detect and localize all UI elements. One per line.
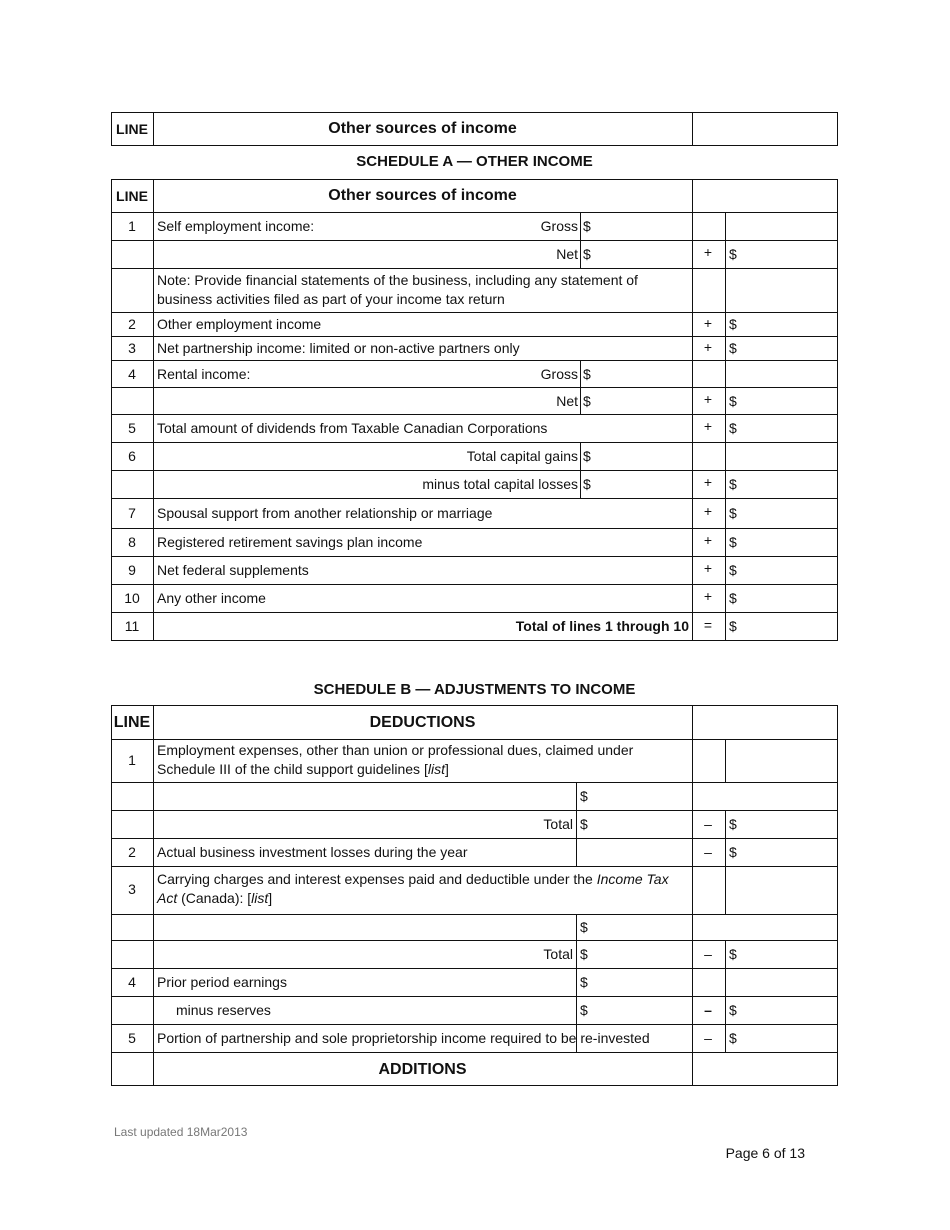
- dollar-sign[interactable]: $: [580, 974, 588, 990]
- divider: [111, 268, 838, 269]
- dollar-sign[interactable]: $: [729, 1002, 737, 1018]
- divider: [111, 1052, 838, 1053]
- minus-sign: –: [704, 946, 712, 962]
- dollar-sign[interactable]: $: [729, 420, 737, 436]
- divider: [111, 940, 838, 941]
- row-label: Any other income: [157, 590, 266, 606]
- divider: [111, 414, 838, 415]
- top-table-title: Other sources of income: [328, 120, 517, 137]
- divider: [111, 838, 838, 839]
- line-number: 3: [128, 881, 136, 897]
- line-number: 4: [128, 974, 136, 990]
- line-number: 7: [128, 505, 136, 521]
- line-number: 6: [128, 448, 136, 464]
- dollar-sign[interactable]: $: [580, 946, 588, 962]
- dollar-sign[interactable]: $: [729, 618, 737, 634]
- dollar-sign[interactable]: $: [583, 476, 591, 492]
- dollar-sign[interactable]: $: [580, 788, 588, 804]
- row-label: Spousal support from another relationship or marriage: [157, 505, 493, 521]
- net-label: Net: [556, 393, 578, 409]
- dollar-sign[interactable]: $: [583, 448, 591, 464]
- divider: [111, 914, 838, 915]
- divider: [111, 739, 838, 740]
- dollar-sign[interactable]: $: [580, 1002, 588, 1018]
- divider: [725, 866, 726, 914]
- divider: [692, 112, 693, 146]
- minus-sign: –: [704, 816, 712, 832]
- divider: [111, 612, 838, 613]
- line-number: 8: [128, 534, 136, 550]
- schedule-b-title: SCHEDULE B — ADJUSTMENTS TO INCOME: [313, 681, 636, 698]
- total-label: Total: [543, 816, 573, 832]
- total-label: Total: [543, 946, 573, 962]
- dollar-sign[interactable]: $: [729, 316, 737, 332]
- divider: [111, 312, 838, 313]
- line-column-header: LINE: [116, 121, 148, 137]
- divider: [111, 968, 838, 969]
- note-text: Note: Provide financial statements of the business, including any statement of: [157, 272, 638, 288]
- line-number: 11: [124, 618, 140, 634]
- divider: [111, 1024, 838, 1025]
- line-number: 10: [124, 590, 140, 606]
- dollar-sign[interactable]: $: [729, 476, 737, 492]
- divider: [111, 528, 838, 529]
- plus-sign: +: [703, 474, 713, 490]
- row-label: Actual business investment losses during the year: [157, 844, 468, 860]
- row-label-continued: Act (Canada): [list]: [157, 890, 273, 906]
- row-label-continued: Schedule III of the child support guidelines [list]: [157, 761, 449, 777]
- capital-gains-label: Total capital gains: [466, 448, 578, 464]
- last-updated-note: Last updated 18Mar2013: [114, 1125, 248, 1139]
- gross-label: Gross: [540, 218, 578, 234]
- deductions-header: DEDUCTIONS: [369, 714, 476, 731]
- divider: [111, 584, 838, 585]
- divider: [111, 387, 838, 388]
- divider: [153, 179, 154, 641]
- divider: [111, 442, 838, 443]
- plus-sign: +: [703, 532, 713, 548]
- divider: [725, 739, 726, 782]
- net-label: Net: [556, 246, 578, 262]
- minus-sign: –: [704, 1030, 712, 1046]
- page-number: Page 6 of 13: [725, 1145, 805, 1161]
- plus-sign: +: [703, 244, 713, 260]
- line-number: 2: [128, 316, 136, 332]
- dollar-sign[interactable]: $: [729, 534, 737, 550]
- line-number: 3: [128, 340, 136, 356]
- divider: [725, 212, 726, 641]
- line-number: 1: [128, 218, 136, 234]
- line-number: 5: [128, 1030, 136, 1046]
- plus-sign: +: [703, 418, 713, 434]
- row-label: Portion of partnership and sole proprietorship income required to be re-invested: [157, 1030, 650, 1046]
- dollar-sign[interactable]: $: [583, 218, 591, 234]
- capital-losses-label: minus total capital losses: [422, 476, 578, 492]
- divider: [111, 810, 838, 811]
- line-number: 4: [128, 366, 136, 382]
- dollar-sign[interactable]: $: [729, 1030, 737, 1046]
- dollar-sign[interactable]: $: [729, 393, 737, 409]
- row-label: Total amount of dividends from Taxable Canadian Corporations: [157, 420, 548, 436]
- plus-sign: +: [703, 588, 713, 604]
- line-column-header: LINE: [116, 188, 148, 204]
- schedule-a-column-title: Other sources of income: [328, 187, 517, 204]
- plus-sign: +: [703, 391, 713, 407]
- dollar-sign[interactable]: $: [729, 946, 737, 962]
- divider: [111, 212, 838, 213]
- dollar-sign[interactable]: $: [729, 590, 737, 606]
- line-number: 9: [128, 562, 136, 578]
- row-label: Self employment income:: [157, 218, 315, 234]
- row-label: Net partnership income: limited or non-active partners only: [157, 340, 520, 356]
- minus-reserves-label: minus reserves: [176, 1002, 271, 1018]
- divider: [153, 705, 154, 1086]
- dollar-sign[interactable]: $: [583, 246, 591, 262]
- row-label: Employment expenses, other than union or professional dues, claimed under: [157, 742, 634, 758]
- note-text: business activities filed as part of your income tax return: [157, 291, 505, 307]
- plus-sign: +: [703, 339, 713, 355]
- line-number: 5: [128, 420, 136, 436]
- row-label: Registered retirement savings plan income: [157, 534, 423, 550]
- plus-sign: +: [703, 560, 713, 576]
- dollar-sign[interactable]: $: [580, 816, 588, 832]
- divider: [576, 782, 577, 866]
- plus-sign: +: [703, 315, 713, 331]
- dollar-sign[interactable]: $: [729, 340, 737, 356]
- divider: [111, 240, 838, 241]
- divider: [111, 336, 838, 337]
- divider: [111, 498, 838, 499]
- dollar-sign[interactable]: $: [583, 393, 591, 409]
- row-label: Net federal supplements: [157, 562, 309, 578]
- dollar-sign[interactable]: $: [729, 562, 737, 578]
- additions-header: ADDITIONS: [378, 1061, 467, 1078]
- dollar-sign[interactable]: $: [729, 246, 737, 262]
- divider: [111, 360, 838, 361]
- dollar-sign[interactable]: $: [583, 366, 591, 382]
- divider: [111, 996, 838, 997]
- divider: [111, 556, 838, 557]
- dollar-sign[interactable]: $: [580, 919, 588, 935]
- minus-sign: –: [704, 844, 712, 860]
- minus-sign: –: [704, 1002, 712, 1018]
- line-number: 2: [128, 844, 136, 860]
- line-number: 1: [128, 752, 136, 768]
- divider: [111, 866, 838, 867]
- divider: [111, 782, 838, 783]
- dollar-sign[interactable]: $: [729, 844, 737, 860]
- dollar-sign[interactable]: $: [729, 816, 737, 832]
- gross-label: Gross: [540, 366, 578, 382]
- schedule-a-title: SCHEDULE A — OTHER INCOME: [356, 153, 593, 170]
- row-label: Carrying charges and interest expenses paid and deductible under the Income Tax: [157, 871, 669, 887]
- line-column-header: LINE: [113, 714, 151, 731]
- row-label: Rental income:: [157, 366, 251, 382]
- total-label: Total of lines 1 through 10: [515, 618, 689, 634]
- row-label: Other employment income: [157, 316, 322, 332]
- equals-sign: =: [703, 617, 713, 633]
- divider: [111, 470, 838, 471]
- row-label: Prior period earnings: [157, 974, 287, 990]
- plus-sign: +: [703, 503, 713, 519]
- dollar-sign[interactable]: $: [729, 505, 737, 521]
